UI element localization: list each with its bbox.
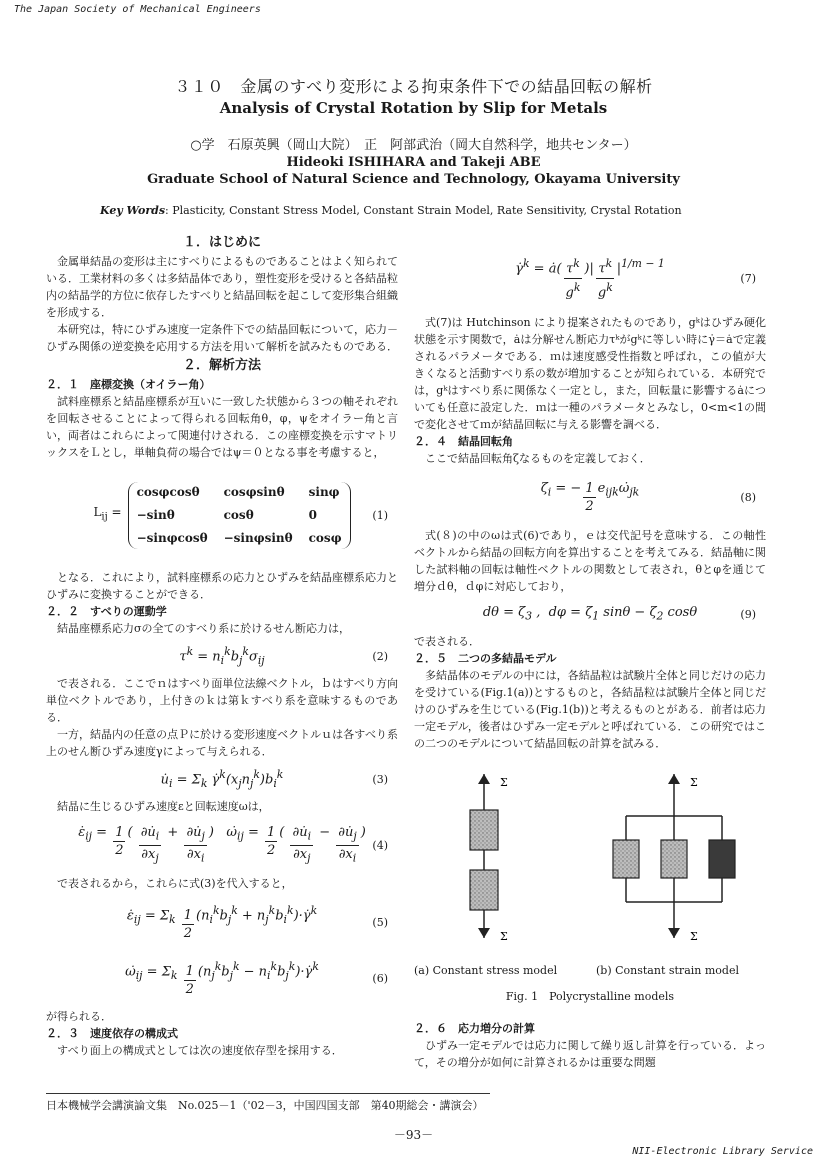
right-column-bottom	[414, 1020, 766, 1071]
equation-6-number: (6)	[372, 971, 388, 985]
section-2-2-title: ２．２ すべりの運動学	[46, 605, 167, 618]
equation-8: $\zeta_i$ = − $\frac{1}{2}$ $e_{ijk}\omegȧ_{jk}$ (8)	[540, 480, 756, 514]
keywords	[100, 204, 740, 217]
equation-3: $u̇_i = \Sigma_k$ $\gammȧ^k(x_jn_j^k)b_i^k$ (3)	[160, 768, 388, 790]
figure-title: Fig. 1 Polycrystalline models	[505, 990, 675, 1003]
right-para-1: 式(7)は Hutchinson により提案されたものであり，gᵏはひずみ硬化状態を示す関数で，ȧは分解せん断応力τᵏがgᵏに等しい時にγ̇＝ȧで定義されるパラメータである．ｍは速度感受性指数と呼ばれ，この値が大きくなると活動すべり系の数が増加することが知られている．本研究では，gᵏはすべり系に関係なく一定とし，また，回転量に影響するȧについても任意に設定した．ｍは一種のパラメータとみなし，0<m<1の間で変化させてｍが結晶回転に与える影響を調べる．	[414, 316, 766, 431]
authors-jp: ○学 石原英興（岡山大院） 正 阿部武治（岡大自然科学，地共センター）	[190, 138, 637, 153]
section-2-5-para-1: 多結晶体のモデルの中には，各結晶粒は試験片全体と同じだけの応力を受けている(Fig.1(a))とするものと，各結晶粒は試験片全体と同じだけのひずみを生じている(Fig.1(b))と考えるものとがある．前者は応力一定モデル，後者はひずみ一定モデルと呼ばれている．この研究ではこの二つのモデルについて結晶回転の計算を試みる．	[414, 669, 766, 750]
equation-9: $d\theta = \zeta_3$ , $d\varphi = \zeta_1$ $\sin\theta - \zeta_2$ cosθ (9)	[482, 604, 756, 623]
equation-8-number: (8)	[740, 490, 756, 504]
section-2-6-title: ２．６ 応力増分の計算	[414, 1022, 535, 1035]
page-number: －93－	[393, 1128, 434, 1142]
figure-1	[414, 772, 766, 1012]
section-2-5-title: ２．５ 二つの多結晶モデル	[414, 652, 557, 665]
section-2-2-para-4: 結晶に生じるひずみ速度εと回転速度ωは，	[57, 800, 270, 813]
equation-4: $\varepsiloṅ_{ij}$ = $\frac{1}{2}$ ( $\frac{\partial u̇_i}{\partial x_j}$ + $\frac{\partial u̇_j}{\partial x_i}$ ) $\omegȧ_{ij}$ = $\frac{1}{2}$ ( $\frac{\partial u̇_i}{\partial x_j}$ − $\frac{\partial u̇_j}{\partial x_i}$ ) (4)	[78, 824, 388, 865]
society-header: The Japan Society of Mechanical Engineers	[14, 4, 261, 15]
grain-b1	[613, 840, 639, 878]
equation-7-number: (7)	[740, 271, 756, 285]
grain-b2	[661, 840, 687, 878]
equation-2-number: (2)	[372, 649, 388, 663]
grain-b3	[709, 840, 735, 878]
section-2-3-para-1: すべり面上の構成式としては次の速度依存型を採用する．	[57, 1044, 343, 1057]
keywords-label: Key Words	[100, 204, 166, 217]
section-2-4-para-2: 式(８)の中のωは式(6)であり，ｅは交代記号を意味する．この軸性ベクトルから結晶の回転方向を算出することを考えてみる．結晶軸に関した試料軸の回転は軸性ベクトルの関数として表され，θとφを通じて増分ｄθ，ｄφに対応しており，	[414, 529, 766, 593]
right-column	[414, 232, 766, 752]
sigma-label-b-top: Σ	[690, 776, 698, 789]
section-2-2-para-1: 結晶座標系応力σの全てのすべり系に於けるせん断応力は，	[57, 622, 350, 635]
section-1-para-2: 本研究は，特にひずみ速度一定条件下での結晶回転について，応力－ひずみ関係の逆変換を応用する方法を用いて解析を試みたものである．	[46, 323, 398, 353]
keywords-text: : Plasticity, Constant Stress Model, Constant Strain Model, Rate Sensitivity, Crystal Rotation	[165, 204, 682, 217]
section-2-4-para-1: ここで結晶回転角ζなるものを定義しておく．	[425, 452, 651, 465]
library-service-footer: NII-Electronic Library Service	[632, 1146, 813, 1157]
section-2-title: ２．解析方法	[182, 358, 261, 373]
section-2-1-para-1: 試料座標系と結晶座標系が互いに一致した状態から３つの軸それぞれを回転させることによって得られる回転角θ，φ，ψをオイラー角と言い，両者はこれらによって関連付けされる．この座標変換を示すマトリックスをＬとし，単軸負荷の場合ではψ＝０となる事を考慮すると，	[46, 395, 398, 459]
equation-3-number: (3)	[372, 772, 388, 786]
paper-title-jp: ３１０ 金属のすべり変形による拘束条件下での結晶回転の解析	[174, 77, 653, 96]
section-1-para-1: 金属単結晶の変形は主にすべりによるものであることはよく知られている．工業材料の多くは多結晶体であり，塑性変形を受けると各結晶粒内の結晶学的方位に依存したすべりと結晶回転を起こして変形集合組織を形成する．	[46, 255, 398, 319]
section-2-6-para-1: ひずみ一定モデルでは応力に関して繰り返し計算を行っている．よって，その増分が如何に計算されるかは重要な問題	[414, 1039, 766, 1069]
title-block	[0, 74, 827, 187]
sigma-label-b-bottom: Σ	[690, 930, 698, 943]
section-2-1-para-2: となる．これにより，試料座標系の応力とひずみを結晶座標系応力とひずみに変換することができる．	[46, 571, 398, 601]
grain-a2	[470, 870, 498, 910]
authors-en: Hideoki ISHIHARA and Takeji ABE	[286, 155, 541, 170]
section-2-1-title: ２．１ 座標変換（オイラー角）	[46, 378, 211, 391]
equation-6: $\omegȧ_{ij} = \Sigma_k$ $\frac{1}{2}$ ($n_j^kb_j^k$ − $n_i^kb_j^k)\cdot\gammȧ^k$ (6)	[125, 959, 388, 998]
figure-caption-a: (a) Constant stress model	[414, 964, 558, 977]
figure-1-diagram	[414, 772, 766, 962]
affiliation-en: Graduate School of Natural Science and Technology, Okayama University	[147, 172, 680, 187]
constant-strain-model	[613, 774, 735, 943]
footer-rule	[46, 1093, 490, 1094]
equation-2: $\tau^k = n_i^kb_j^k\sigma_{ij}$ (2)	[179, 645, 388, 667]
euler-matrix: $L_{ij}$ = cosφcosθ cosφsinθ sinφ −sinθ cosθ 0 −sinφcosθ −sinφsinθ cosφ	[93, 482, 350, 549]
constant-stress-model	[470, 774, 508, 943]
section-2-4-title: ２．４ 結晶回転角	[414, 435, 513, 448]
section-2-2-para-3: 一方，結晶内の任意の点Ｐに於ける変形速度ベクトルｕは各すべり系上のせん断ひずみ速度γによって与えられる．	[46, 728, 398, 758]
section-2-3-title: ２．３ 速度依存の構成式	[46, 1027, 178, 1040]
left-column	[46, 232, 398, 1059]
sigma-label-a-bottom: Σ	[500, 930, 508, 943]
grain-a1	[470, 810, 498, 850]
equation-4-number: (4)	[372, 838, 388, 852]
section-2-2-para-2: で表される．ここでｎはすべり面単位法線ベクトル，ｂはすべり方向単位ベクトルであり，上付きのｋは第ｋすべり系を意味するものである．	[46, 677, 398, 724]
section-2-2-para-6: が得られる．	[46, 1010, 112, 1023]
section-2-2-para-5: で表されるから，これらに式(3)を代入すると，	[57, 877, 293, 890]
equation-5-number: (5)	[372, 915, 388, 929]
section-1-title: １．はじめに	[182, 235, 261, 250]
paper-title-en: Analysis of Crystal Rotation by Slip for Metals	[219, 99, 608, 117]
equation-1-number: (1)	[372, 508, 388, 522]
proceedings-footer: 日本機械学会講演論文集 No.025－1（'02－3，中国四国支部 第40期総会・講演会）	[46, 1099, 484, 1112]
figure-caption-b: (b) Constant strain model	[596, 964, 739, 977]
section-2-4-para-3: で表される．	[414, 635, 480, 648]
equation-5: $\varepsiloṅ_{ij} = \Sigma_k$ $\frac{1}{2}$ ($n_i^kb_j^k$ + $n_j^kb_i^k)\cdot\gammȧ^k$ (5)	[126, 903, 388, 942]
equation-1	[46, 465, 398, 565]
equation-7: γ̇$^k$ = ȧ( $\frac{\tau^k}{g^k}$ )| $\frac{\tau^k}{g^k}$ $|^{1/m - 1}$ (7)	[515, 257, 756, 300]
sigma-label-a-top: Σ	[500, 776, 508, 789]
equation-9-number: (9)	[740, 607, 756, 621]
